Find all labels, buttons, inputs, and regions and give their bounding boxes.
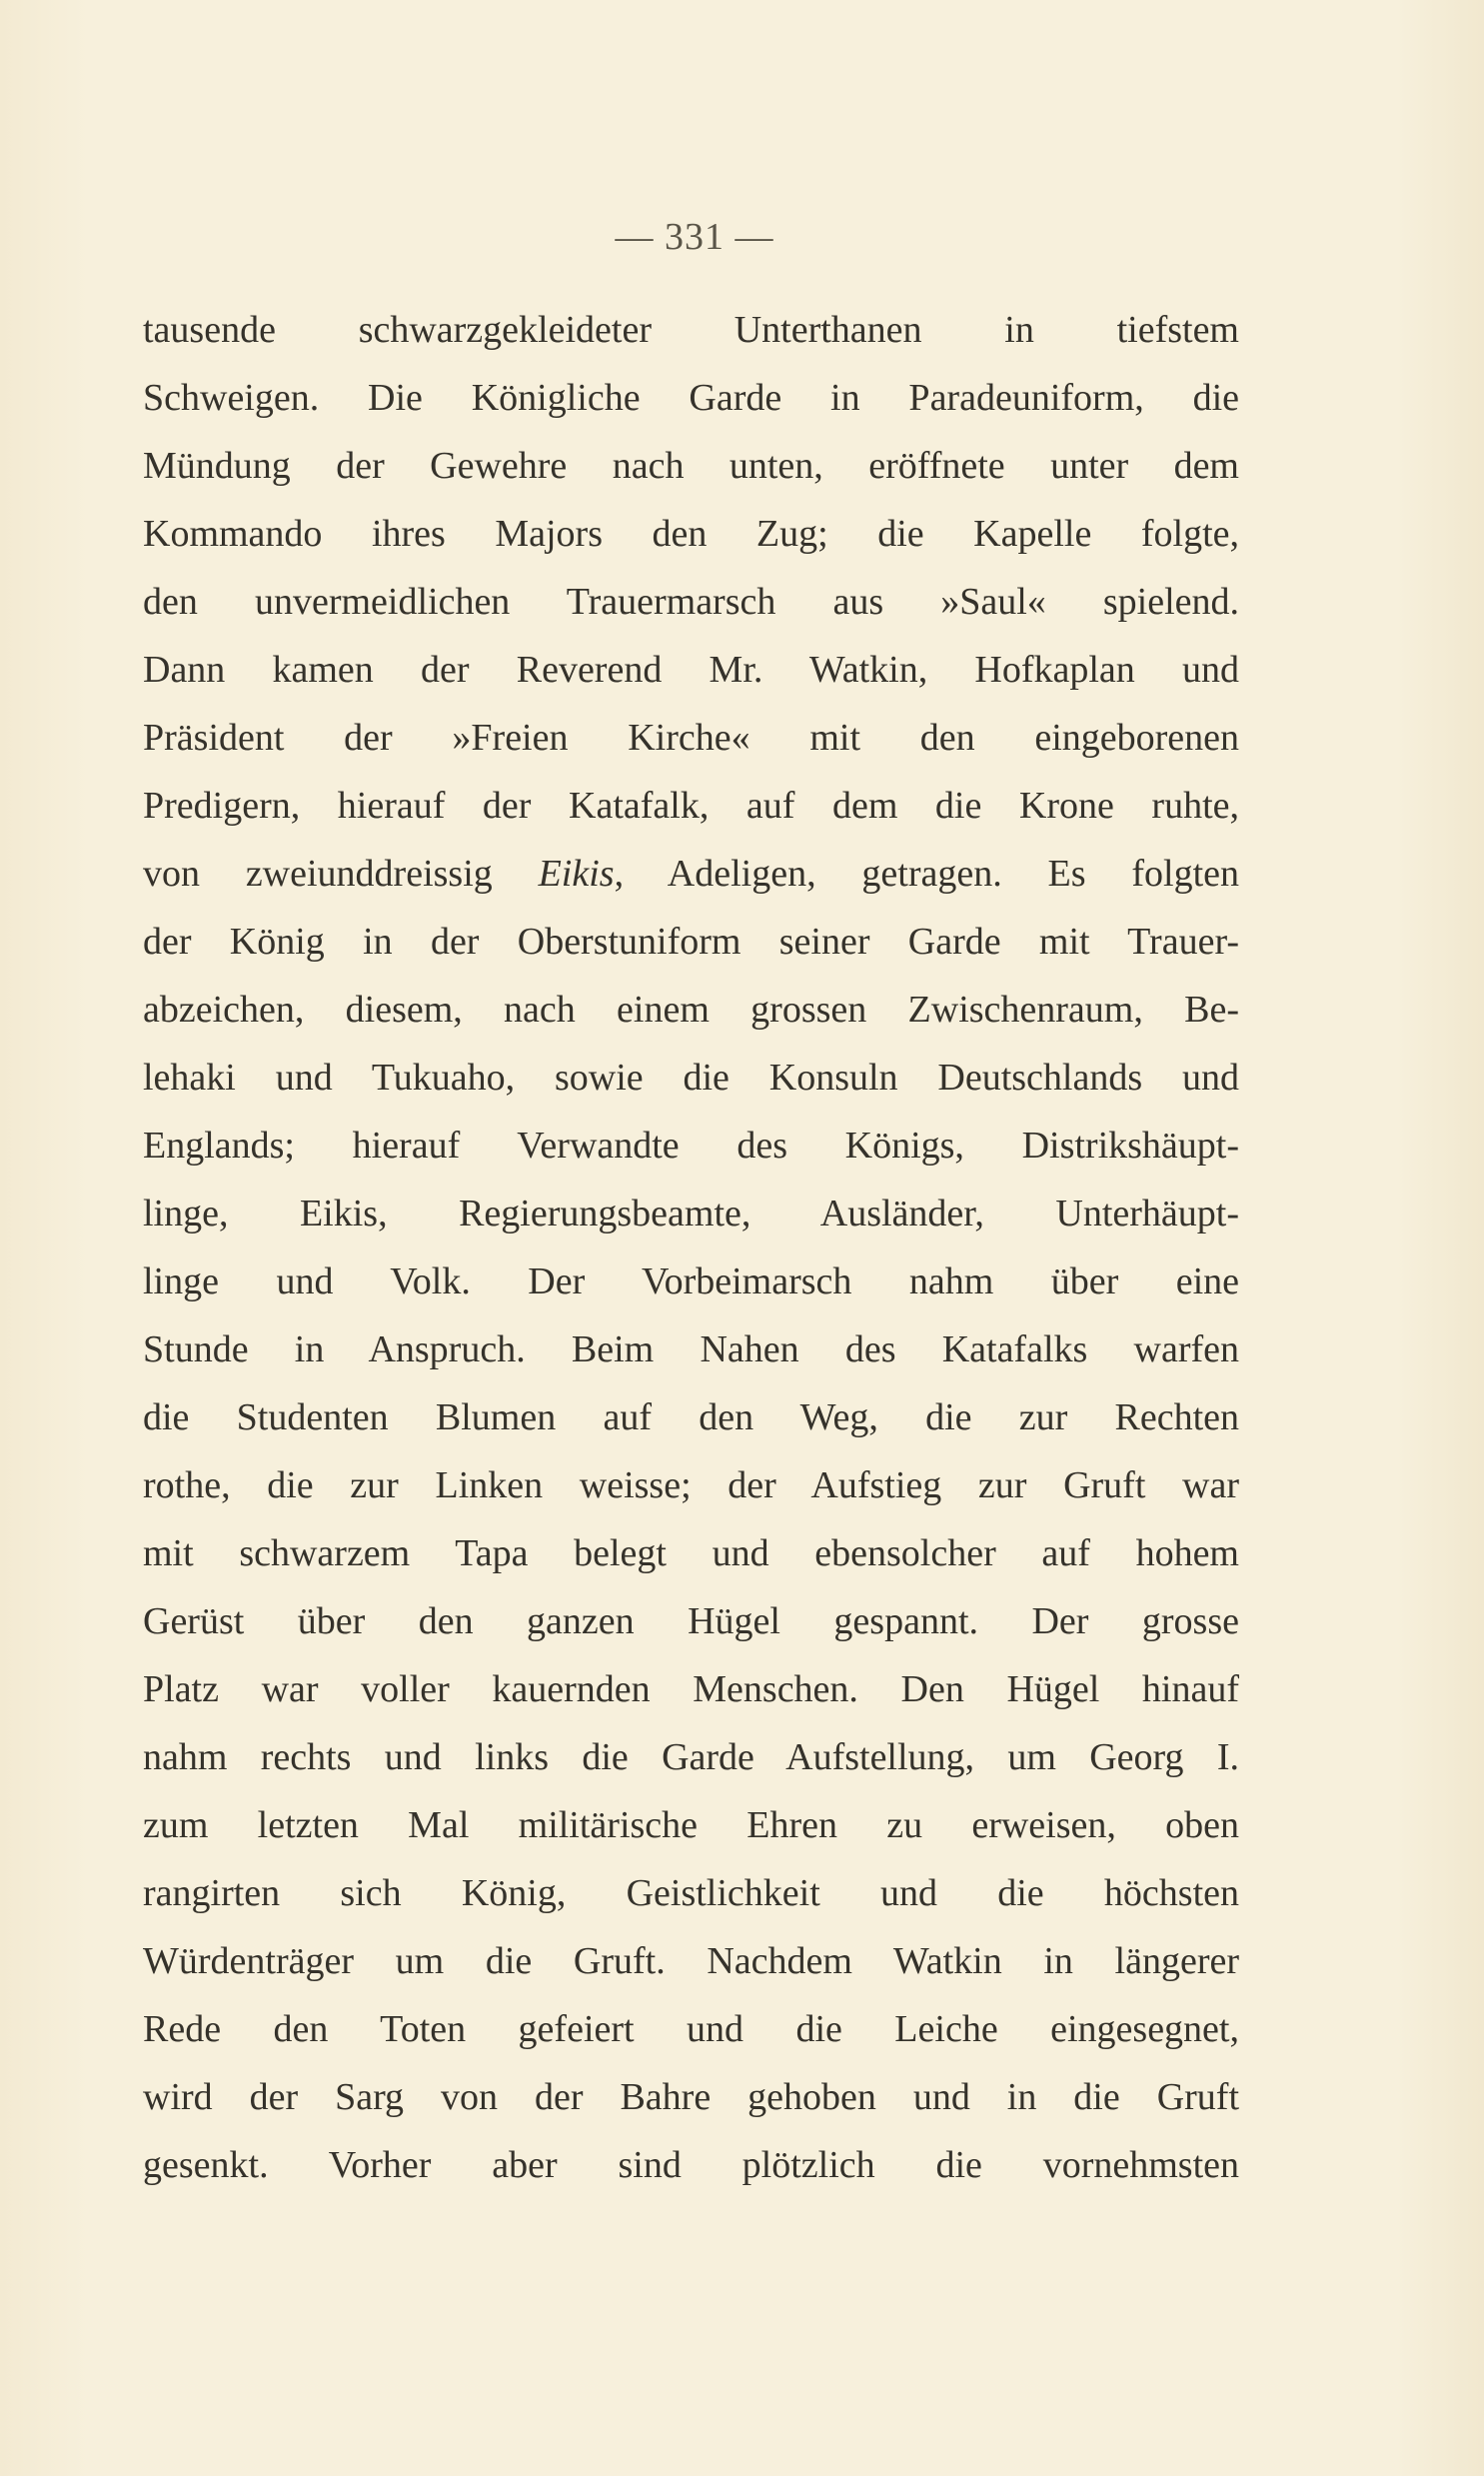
text-line: gesenkt. Vorher aber sind plötzlich die vornehmsten (143, 2144, 1239, 2186)
text-line: wird der Sarg von der Bahre gehoben und in die Gruft (143, 2076, 1239, 2118)
text-line: Stunde in Anspruch. Beim Nahen des Katafalks warfen (143, 1328, 1239, 1370)
text-line: linge und Volk. Der Vorbeimarsch nahm über eine (143, 1260, 1239, 1302)
text-line: die Studenten Blumen auf den Weg, die zur Rechten (143, 1396, 1239, 1438)
body-text (143, 296, 1239, 2199)
text-line: mit schwarzem Tapa belegt und ebensolcher auf hohem (143, 1532, 1239, 1574)
text-line: Gerüst über den ganzen Hügel gespannt. Der grosse (143, 1600, 1239, 1642)
text-line: Schweigen. Die Königliche Garde in Paradeuniform, die (143, 377, 1239, 419)
text-line: Platz war voller kauernden Menschen. Den Hügel hinauf (143, 1668, 1239, 1710)
text-line: zum letzten Mal militärische Ehren zu erweisen, oben (143, 1804, 1239, 1846)
text-line: Dann kamen der Reverend Mr. Watkin, Hofkaplan und (143, 649, 1239, 691)
text-line: Predigern, hierauf der Katafalk, auf dem die Krone ruhte, (143, 785, 1239, 827)
text-segment: von zweiunddreissig (143, 853, 539, 895)
text-line: lehaki und Tukuaho, sowie die Konsuln Deutschlands und (143, 1057, 1239, 1099)
text-line-italic (143, 840, 1239, 908)
text-line: Mündung der Gewehre nach unten, eröffnete unter dem (143, 445, 1239, 487)
text-segment: , Adeligen, getragen. Es folgten (614, 853, 1239, 895)
text-line: Englands; hierauf Verwandte des Königs, Distrikshäupt- (143, 1125, 1239, 1167)
text-line: nahm rechts und links die Garde Aufstellung, um Georg I. (143, 1736, 1239, 1778)
page-number-header: — 331 — (615, 216, 774, 258)
text-line: rangirten sich König, Geistlichkeit und die höchsten (143, 1872, 1239, 1914)
text-line: Kommando ihres Majors den Zug; die Kapelle folgte, (143, 513, 1239, 555)
text-line: Rede den Toten gefeiert und die Leiche eingesegnet, (143, 2008, 1239, 2050)
text-line: tausende schwarzgekleideter Unterthanen in tiefstem (143, 309, 1239, 351)
italic-term: Eikis (538, 853, 615, 895)
text-line: rothe, die zur Linken weisse; der Aufstieg zur Gruft war (143, 1464, 1239, 1506)
text-line: der König in der Oberstuniform seiner Garde mit Trauer- (143, 921, 1239, 963)
text-line: Würdenträger um die Gruft. Nachdem Watkin in längerer (143, 1940, 1239, 1982)
text-line: linge, Eikis, Regierungsbeamte, Ausländer, Unterhäupt- (143, 1193, 1239, 1235)
text-line: abzeichen, diesem, nach einem grossen Zwischenraum, Be- (143, 989, 1239, 1031)
text-line: den unvermeidlichen Trauermarsch aus »Saul« spielend. (143, 581, 1239, 623)
text-line: Präsident der »Freien Kirche« mit den eingeborenen (143, 717, 1239, 759)
